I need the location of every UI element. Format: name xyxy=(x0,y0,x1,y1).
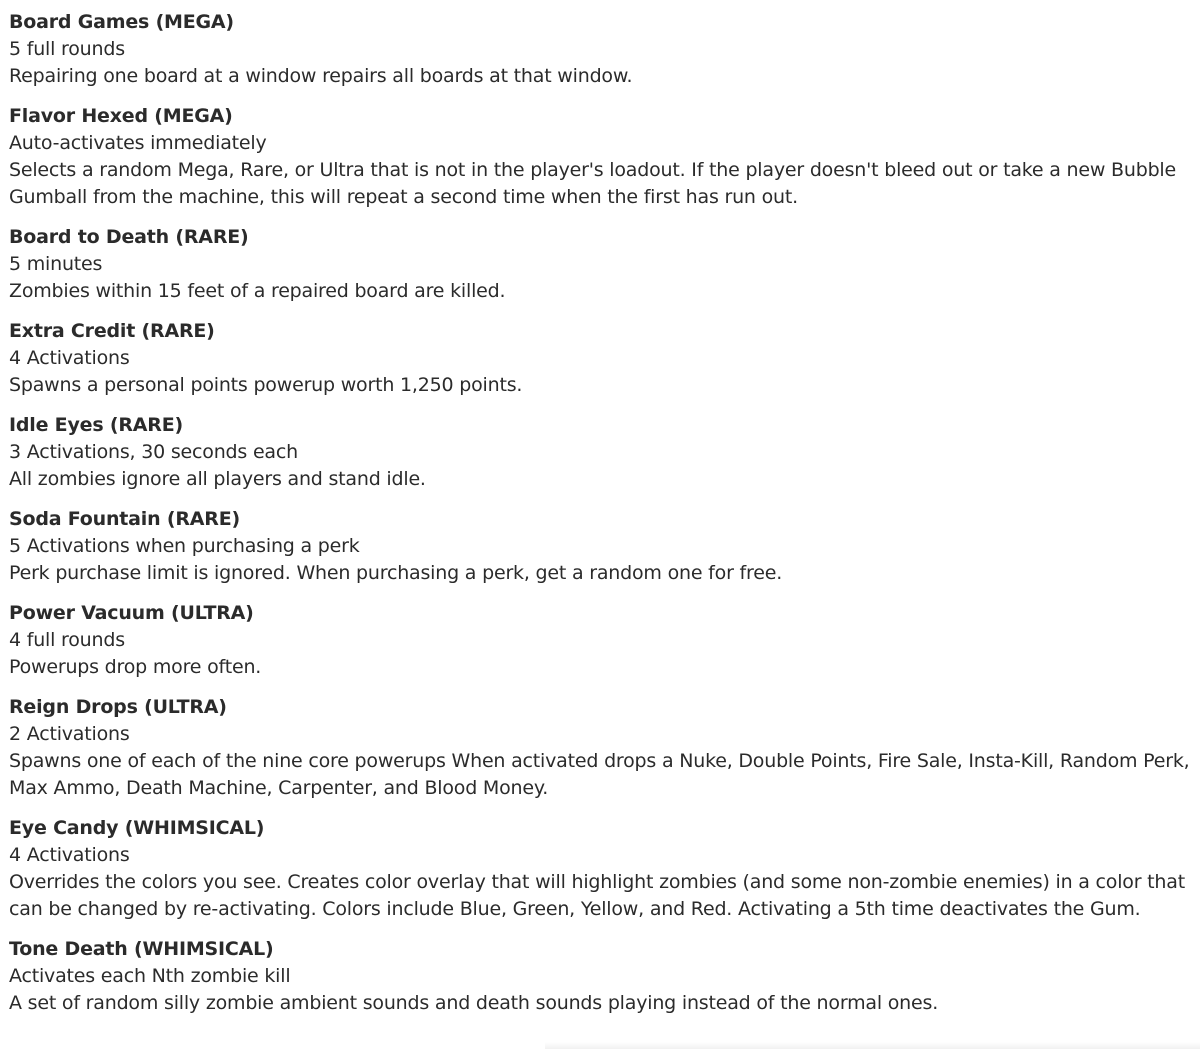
gum-description: Perk purchase limit is ignored. When purchasing a perk, get a random one for free. xyxy=(9,562,783,584)
gum-entry-idle-eyes xyxy=(9,412,1194,493)
gum-duration: 5 minutes xyxy=(9,253,103,275)
gum-duration: 5 Activations when purchasing a perk xyxy=(9,535,360,557)
bottom-edge-shadow xyxy=(545,1042,1200,1049)
gum-description: Spawns one of each of the nine core powerups When activated drops a Nuke, Double Points, Fire Sale, Insta-Kill, Random Perk, Max Ammo, Death Machine, Carpenter, and Blood Money. xyxy=(9,750,1190,799)
gum-description: Spawns a personal points powerup worth 1,250 points. xyxy=(9,374,523,396)
gum-duration: 4 Activations xyxy=(9,844,130,866)
gum-entry-extra-credit xyxy=(9,318,1194,399)
gum-title: Tone Death (WHIMSICAL) xyxy=(9,938,274,960)
gum-duration: 4 Activations xyxy=(9,347,130,369)
gum-description: Powerups drop more often. xyxy=(9,656,262,678)
gum-entry-tone-death xyxy=(9,936,1194,1017)
gum-duration: 2 Activations xyxy=(9,723,130,745)
gum-title: Power Vacuum (ULTRA) xyxy=(9,602,254,624)
gum-title: Soda Fountain (RARE) xyxy=(9,508,240,530)
gum-title: Extra Credit (RARE) xyxy=(9,320,215,342)
gum-title: Flavor Hexed (MEGA) xyxy=(9,105,233,127)
gum-description: Overrides the colors you see. Creates color overlay that will highlight zombies (and some non-zombie enemies) in a color that can be changed by re-activating. Colors include Blue, Green, Yellow, and Red. Activating a 5th time deactivates the Gum. xyxy=(9,871,1185,920)
gobblegum-list xyxy=(9,9,1194,1030)
gum-description: All zombies ignore all players and stand idle. xyxy=(9,468,426,490)
gum-duration: 3 Activations, 30 seconds each xyxy=(9,441,298,463)
gum-description: A set of random silly zombie ambient sounds and death sounds playing instead of the normal ones. xyxy=(9,992,939,1014)
gum-description: Selects a random Mega, Rare, or Ultra that is not in the player's loadout. If the player doesn't bleed out or take a new Bubble Gumball from the machine, this will repeat a second time when the first has run out. xyxy=(9,159,1176,208)
gum-entry-board-games xyxy=(9,9,1194,90)
gum-entry-board-to-death xyxy=(9,224,1194,305)
gum-duration: 4 full rounds xyxy=(9,629,125,651)
gum-title: Idle Eyes (RARE) xyxy=(9,414,183,436)
gum-duration: Activates each Nth zombie kill xyxy=(9,965,291,987)
gum-entry-soda-fountain xyxy=(9,506,1194,587)
gum-title: Eye Candy (WHIMSICAL) xyxy=(9,817,265,839)
gum-title: Board to Death (RARE) xyxy=(9,226,249,248)
gum-duration: Auto-activates immediately xyxy=(9,132,267,154)
gum-description: Zombies within 15 feet of a repaired board are killed. xyxy=(9,280,506,302)
gum-entry-flavor-hexed xyxy=(9,103,1194,211)
gum-entry-reign-drops xyxy=(9,694,1194,802)
gum-title: Reign Drops (ULTRA) xyxy=(9,696,227,718)
gum-entry-power-vacuum xyxy=(9,600,1194,681)
gum-entry-eye-candy xyxy=(9,815,1194,923)
gum-description: Repairing one board at a window repairs all boards at that window. xyxy=(9,65,633,87)
gum-duration: 5 full rounds xyxy=(9,38,125,60)
gum-title: Board Games (MEGA) xyxy=(9,11,234,33)
